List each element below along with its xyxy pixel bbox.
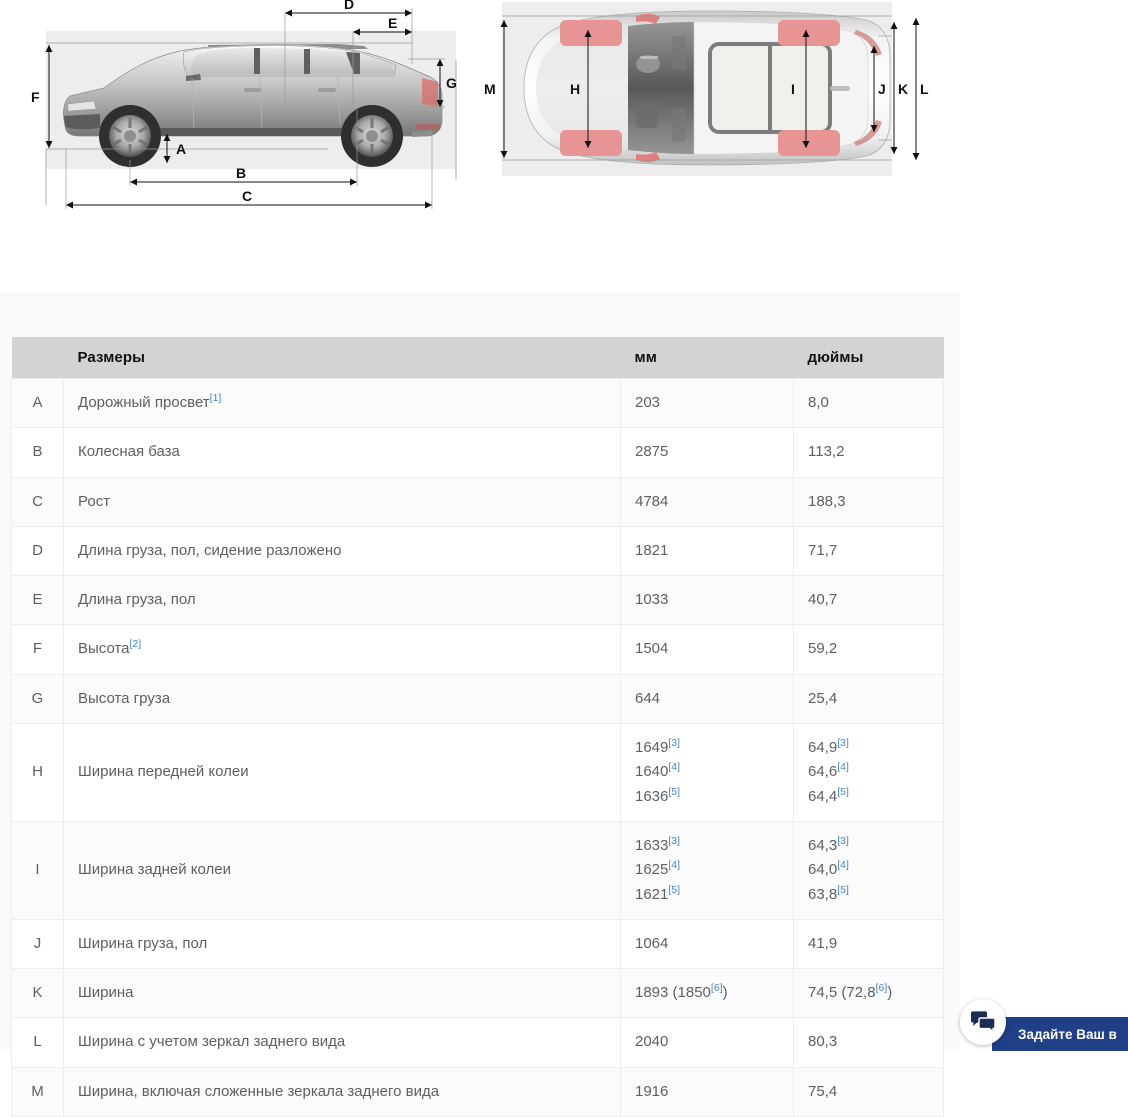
table-row (12, 625, 944, 674)
row-dimension-name: Высота[2] (64, 625, 621, 674)
row-value-mm (621, 724, 794, 822)
row-value-mm (621, 821, 794, 919)
footnote-marker[interactable]: [1] (209, 392, 222, 404)
footnote-marker[interactable]: [5] (668, 883, 681, 896)
row-dimension-name: Дорожный просвет[1] (64, 379, 621, 428)
row-letter: G (12, 674, 64, 723)
footnote-marker[interactable]: [3] (668, 737, 681, 750)
page-background-gap (0, 292, 960, 337)
row-letter: D (12, 526, 64, 575)
footnote-marker[interactable]: [2] (129, 638, 142, 651)
value-line: 71,7 (808, 541, 838, 559)
row-value-inches (794, 1067, 944, 1116)
row-letter: C (12, 477, 64, 526)
row-value-mm (621, 674, 794, 723)
table-row (12, 969, 944, 1018)
value-line: 1033 (635, 591, 669, 609)
row-letter: K (12, 969, 64, 1018)
row-dimension-name: Рост (64, 477, 621, 526)
footnote-marker[interactable]: [6] (875, 982, 888, 995)
table-body (12, 379, 944, 1117)
footnote-marker[interactable]: [5] (837, 883, 849, 896)
chat-bubbles-icon[interactable] (960, 999, 1006, 1045)
table-row (12, 1018, 944, 1067)
row-value-mm (621, 1067, 794, 1116)
footnote-marker[interactable]: [4] (668, 859, 681, 872)
table-row (12, 919, 944, 968)
row-value-inches: 74,5 (72,8[6]) (794, 969, 944, 1018)
dimensions-table (11, 337, 944, 1117)
value-line: 113,2 (808, 443, 845, 461)
footnote-marker[interactable]: [5] (668, 785, 681, 798)
row-dimension-name: Ширина с учетом зеркал заднего вида (64, 1018, 621, 1067)
footnote-marker[interactable]: [3] (837, 737, 849, 750)
dimension-label-C: C (242, 188, 253, 204)
footnote-marker[interactable]: [4] (668, 761, 681, 774)
footnote-marker[interactable]: [3] (668, 834, 681, 847)
footnote-marker[interactable]: [4] (837, 859, 849, 872)
table-row (12, 477, 944, 526)
footnote-marker[interactable]: [3] (837, 834, 849, 847)
footnote-marker[interactable]: [5] (837, 785, 849, 798)
side-view-car-diagram (8, 0, 478, 232)
diagram-card (0, 0, 960, 292)
header-mm: мм (621, 337, 794, 379)
row-value-inches (794, 1018, 944, 1067)
row-dimension-name: Ширина задней колеи (64, 821, 621, 919)
value-line: 80,3 (808, 1033, 838, 1051)
row-value-inches (794, 526, 944, 575)
dimension-label-D: D (344, 0, 355, 12)
dimension-label-J: J (878, 81, 886, 97)
value-line: 64,4[5] (808, 785, 849, 805)
row-value-inches (794, 379, 944, 428)
footnote-marker[interactable]: [6] (710, 982, 723, 995)
value-line: 1821 (635, 541, 669, 559)
value-line: 64,9[3] (808, 737, 849, 757)
value-line: 1916 (635, 1082, 669, 1100)
dimension-label-M: M (484, 81, 496, 97)
value-line: 63,8[5] (808, 883, 849, 903)
dimension-label-A: A (176, 141, 187, 157)
header-dimension-name: Размеры (64, 337, 621, 379)
value-line: 2040 (635, 1033, 669, 1051)
table-row (12, 1067, 944, 1116)
dimension-label-F: F (31, 89, 40, 105)
row-letter: J (12, 919, 64, 968)
value-line: 4784 (635, 492, 669, 510)
chat-bubbles-glyph (970, 1011, 996, 1033)
table-header-row (12, 337, 944, 379)
row-value-inches (794, 919, 944, 968)
row-letter: M (12, 1067, 64, 1116)
dimension-label-E: E (388, 15, 398, 31)
value-line: 188,3 (808, 492, 846, 510)
row-value-inches (794, 428, 944, 477)
row-dimension-name: Ширина (64, 969, 621, 1018)
dimensions-table-container (11, 337, 943, 1117)
row-value-mm (621, 576, 794, 625)
dimension-label-L: L (920, 81, 929, 97)
row-value-inches (794, 674, 944, 723)
value-line: 1064 (635, 934, 669, 952)
row-value-inches (794, 625, 944, 674)
value-line: 203 (635, 394, 661, 411)
value-line: 64,3[3] (808, 834, 849, 854)
value-line: 41,9 (808, 934, 838, 952)
row-dimension-name: Колесная база (64, 428, 621, 477)
row-value-mm (621, 1018, 794, 1067)
row-letter: H (12, 724, 64, 822)
table-row (12, 379, 944, 428)
row-dimension-name: Ширина груза, пол (64, 919, 621, 968)
value-line: 64,0[4] (808, 859, 849, 879)
row-value-mm (621, 919, 794, 968)
row-dimension-name: Длина груза, пол, сидение разложено (64, 526, 621, 575)
row-value-mm (621, 379, 794, 428)
row-dimension-name: Ширина, включая сложенные зеркала заднего вида (64, 1067, 621, 1116)
row-value-mm (621, 526, 794, 575)
table-row (12, 576, 944, 625)
table-row (12, 428, 944, 477)
footnote-marker[interactable]: [4] (837, 761, 849, 774)
value-line: 1636[5] (635, 785, 681, 805)
value-line: 8,0 (808, 394, 829, 411)
value-line: 1649[3] (635, 737, 681, 757)
dimension-label-K: K (898, 81, 909, 97)
table-row (12, 674, 944, 723)
row-value-inches (794, 576, 944, 625)
row-letter: B (12, 428, 64, 477)
row-letter: A (12, 379, 64, 428)
row-value-inches (794, 821, 944, 919)
value-line: 59,2 (808, 640, 838, 658)
row-value-inches (794, 477, 944, 526)
row-letter: L (12, 1018, 64, 1067)
dimension-label-I: I (791, 81, 795, 97)
row-value-mm (621, 625, 794, 674)
value-line: 1640[4] (635, 761, 681, 781)
value-line: 75,4 (808, 1082, 838, 1100)
value-line: 1504 (635, 640, 669, 658)
top-view-car-diagram (478, 0, 956, 200)
value-line: 1621[5] (635, 883, 681, 903)
header-inches: дюймы (794, 337, 944, 379)
table-row (12, 724, 944, 822)
value-line: 2875 (635, 443, 669, 461)
value-line: 64,6[4] (808, 761, 849, 781)
table-header (12, 337, 944, 379)
row-value-inches (794, 724, 944, 822)
dimension-label-B: B (236, 165, 247, 181)
row-letter: I (12, 821, 64, 919)
value-line: 1625[4] (635, 859, 681, 879)
row-dimension-name: Ширина передней колеи (64, 724, 621, 822)
row-dimension-name: Длина груза, пол (64, 576, 621, 625)
row-value-mm (621, 477, 794, 526)
row-letter: E (12, 576, 64, 625)
row-letter: F (12, 625, 64, 674)
row-value-mm: 1893 (1850[6]) (621, 969, 794, 1018)
dimension-label-G: G (446, 75, 457, 91)
row-value-mm (621, 428, 794, 477)
value-line: 1633[3] (635, 834, 681, 854)
row-dimension-name: Высота груза (64, 674, 621, 723)
table-row (12, 821, 944, 919)
chat-banner[interactable]: Задайте Ваш в (992, 1017, 1128, 1051)
dimension-label-H: H (570, 81, 581, 97)
value-line: 644 (635, 689, 661, 707)
value-line: 40,7 (808, 591, 838, 609)
header-letter (12, 337, 64, 379)
table-row (12, 526, 944, 575)
value-line: 25,4 (808, 689, 838, 707)
